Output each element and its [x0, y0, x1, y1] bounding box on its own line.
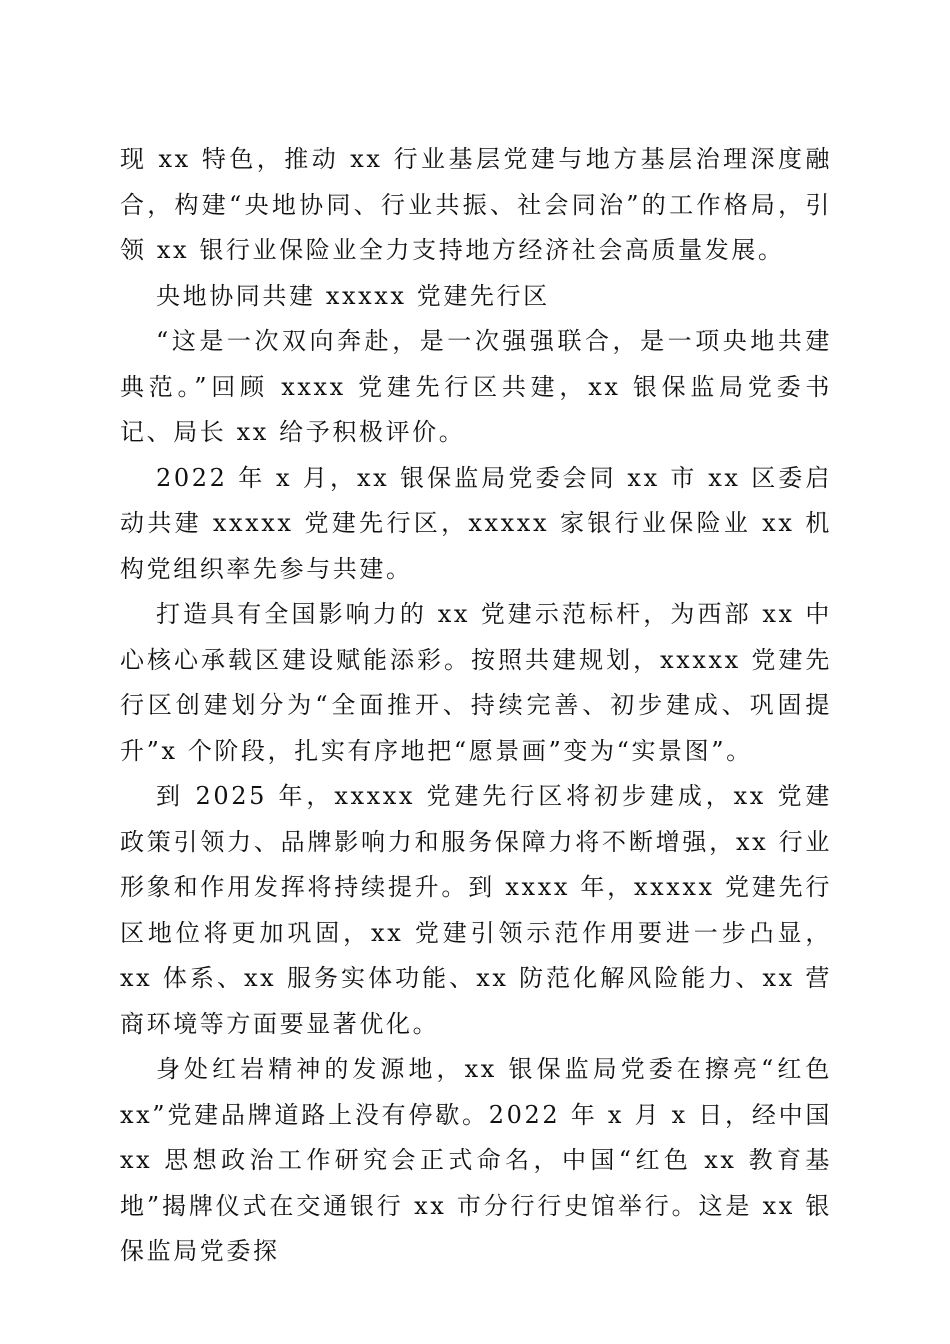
- section-heading: 央地协同共建 xxxxx 党建先行区: [156, 281, 550, 310]
- paragraph-plan: 打造具有全国影响力的 xx 党建示范标杆，为西部 xx 中心核心承载区建设赋能添彩。按照共建规划，xxxxx 党建先行区创建划分为“全面推开、持续完善、初步建成、巩固提升”x 个阶段，扎实有序地把“愿景画”变为“实景图”。: [120, 600, 832, 765]
- paragraph-launch: 2022 年 x 月，xx 银保监局党委会同 xx 市 xx 区委启动共建 xxxxx 党建先行区，xxxxx 家银行业保险业 xx 机构党组织率先参与共建。: [120, 463, 832, 583]
- document-body: [120, 137, 832, 1275]
- paragraph-continuation: 现 xx 特色，推动 xx 行业基层党建与地方基层治理深度融合，构建“央地协同、行业共振、社会同治”的工作格局，引领 xx 银行业保险业全力支持地方经济社会高质量发展。: [120, 145, 832, 264]
- paragraph-goals: 到 2025 年，xxxxx 党建先行区将初步建成，xx 党建政策引领力、品牌影响力和服务保障力将不断增强，xx 行业形象和作用发挥将持续提升。到 xxxx 年，xxxxx 党建先行区地位将更加巩固，xx 党建引领示范作用要进一步凸显，xx 体系、xx 服务实体功能、xx 防范化解风险能力、xx 营商环境等方面要显著优化。: [120, 782, 832, 1038]
- paragraph-red-brand: 身处红岩精神的发源地，xx 银保监局党委在擦亮“红色 xx”党建品牌道路上没有停歇。2022 年 x 月 x 日，经中国 xx 思想政治工作研究会正式命名，中国“红色 xx 教育基地”揭牌仪式在交通银行 xx 市分行行史馆举行。这是 xx 银保监局党委探: [120, 1055, 832, 1265]
- paragraph-quote: “这是一次双向奔赴，是一次强强联合，是一项央地共建典范。”回顾 xxxx 党建先行区共建，xx 银保监局党委书记、局长 xx 给予积极评价。: [120, 327, 832, 446]
